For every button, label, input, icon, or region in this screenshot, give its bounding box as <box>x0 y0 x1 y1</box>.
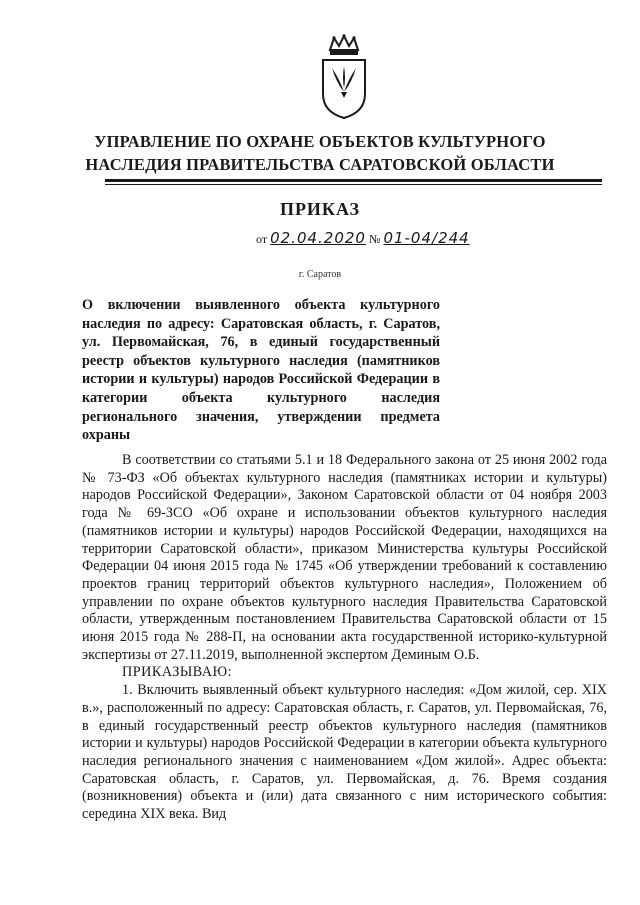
document-type: ПРИКАЗ <box>279 199 361 219</box>
date-prefix: от <box>256 232 268 246</box>
org-line-2: НАСЛЕДИЯ ПРАВИТЕЛЬСТВА САРАТОВСКОЙ ОБЛАСТИ <box>85 155 555 174</box>
date-value: 02.04.2020 <box>270 229 366 247</box>
header-divider-thin <box>105 184 602 185</box>
header-divider-thick <box>105 179 602 182</box>
order-word: ПРИКАЗЫВАЮ: <box>122 664 233 681</box>
org-line-1: УПРАВЛЕНИЕ ПО ОХРАНЕ ОБЪЕКТОВ КУЛЬТУРНОГО <box>94 132 546 151</box>
number-prefix: № <box>368 232 381 246</box>
city: г. Саратов <box>298 269 342 280</box>
preamble-paragraph: В соответствии со статьями 5.1 и 18 Федерального закона от 25 июня 2002 года № 73-ФЗ «Об объектах культурного наследия (памятниках истории и культуры) народов Российской Федерации», Законом Саратовской области от 04 ноября 2003 года № 69-ЗСО «Об охране и использовании объектов культурного наследия (памятников истории и культуры) народов Российской Федерации, находящихся на территории Саратовской области», приказом Министерства культуры Российской Федерации 04 июня 2015 года № 1745 «Об утверждении требований к составлению проектов границ территорий объектов культурного наследия», Положением об управлении по охране объектов культурного наследия Правительства Саратовской области, утвержденным постановлением Правительства Саратовской области от 15 июня 2015 года № 288-П, на основании акта государственной историко-культурной экспертизы от 27.11.2019, выполненной экспертом Деминым О.Б. <box>82 452 607 663</box>
saratov-coat-of-arms-icon <box>318 34 370 120</box>
item-1-paragraph: 1. Включить выявленный объект культурного наследия: «Дом жилой, сер. XIX в.», расположенный по адресу: Саратовская область, г. Саратов, ул. Первомайская, 76, в единый государственный реестр объектов культурного наследия (памятников истории и культуры) народов Российской Федерации в категории объекта культурного наследия регионального значения с наименованием «Дом жилой». Адрес объекта: Саратовская область, г. Саратов, ул. Первомайская, д. 76. Время создания (возникновения) объекта и (или) дата связанного с ним исторического события: середина XIX века. Вид <box>82 682 607 823</box>
document-body <box>82 452 607 824</box>
organization-name <box>0 130 640 176</box>
document-subject: О включении выявленного объекта культурного наследия по адресу: Саратовская область, г. Саратов, ул. Первомайская, 76, в единый государственный реестр объектов культурного наследия (памятников истории и культуры) народов Российской Федерации в категории объекта культурного наследия регионального значения, утверждении предмета охраны <box>82 297 440 444</box>
number-value: 01-04/244 <box>383 229 470 247</box>
date-number-line <box>256 229 470 247</box>
